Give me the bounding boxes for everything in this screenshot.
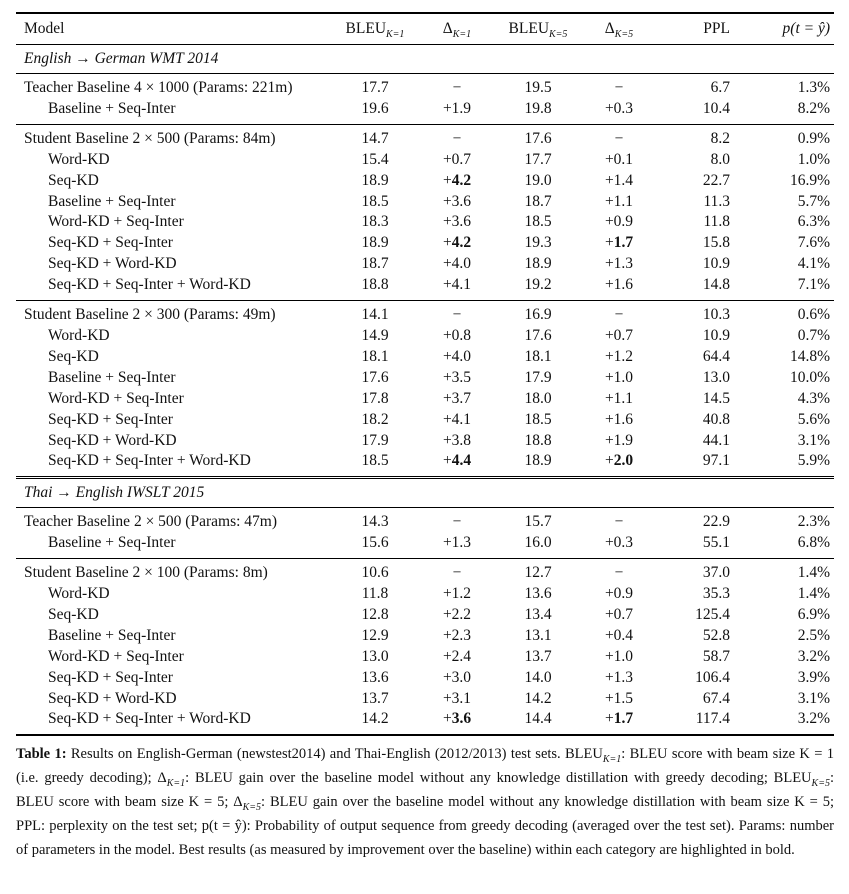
ppl-cell: 40.8 (702, 410, 730, 428)
table-row (16, 74, 834, 99)
bleu-k5-cell: 14.0 (524, 668, 552, 686)
bleu-k5-cell: 19.0 (524, 171, 552, 189)
bleu-k1-cell: 18.5 (361, 192, 389, 210)
delta-k5-cell (580, 451, 658, 477)
bleu-k1-cell: 17.9 (361, 431, 389, 449)
model-name-cell: Baseline + Seq-Inter (48, 626, 176, 644)
ppl-cell: 125.4 (695, 605, 730, 623)
ppl-cell: 11.3 (703, 192, 730, 210)
table-body (16, 45, 834, 736)
table-row (16, 212, 834, 233)
delta-k5-sign: + (604, 234, 614, 252)
delta-k5-cell: +1.0 (604, 368, 634, 386)
prob-cell: 4.1% (797, 255, 830, 273)
table-row (16, 368, 834, 389)
header-delta-k1-sub: K=1 (452, 29, 472, 41)
ppl-cell: 44.1 (702, 431, 730, 449)
bleu-k5-cell: 18.9 (524, 452, 552, 470)
model-name-cell: Word-KD + Seq-Inter (48, 213, 184, 231)
header-delta-k5-text: Δ (604, 20, 615, 37)
header-bleu-k1 (332, 13, 418, 45)
delta-k5-cell: +0.9 (604, 213, 634, 231)
prob-cell: 8.2% (797, 99, 830, 117)
model-name-cell: Baseline + Seq-Inter (48, 192, 176, 210)
delta-k5-cell (580, 233, 658, 254)
delta-k5-sign: + (604, 710, 614, 728)
delta-k1-sign: + (442, 234, 452, 252)
prob-cell: 4.3% (797, 389, 830, 407)
ppl-cell: 22.9 (658, 508, 734, 533)
delta-k1-best-value: 4.2 (451, 171, 472, 189)
delta-k1-cell: +4.1 (442, 410, 472, 428)
delta-k1-cell: +0.8 (442, 326, 472, 344)
bleu-k1-cell: 13.7 (361, 689, 389, 707)
prob-cell: 3.1% (797, 689, 830, 707)
results-table-container (16, 12, 834, 736)
section-row (16, 478, 834, 508)
bleu-k5-cell: 13.7 (524, 647, 552, 665)
ppl-cell: 67.4 (702, 689, 730, 707)
ppl-cell: 22.7 (702, 171, 730, 189)
table-row (16, 150, 834, 171)
bleu-k1-cell: 18.8 (361, 276, 389, 294)
delta-k5-cell: − (580, 124, 658, 149)
bleu-k5-cell: 18.5 (524, 410, 552, 428)
delta-k1-sign: + (442, 710, 452, 728)
bleu-k5-cell: 17.7 (524, 150, 552, 168)
delta-k1-cell: +2.4 (442, 647, 472, 665)
table-row (16, 275, 834, 300)
header-delta-k5-sub: K=5 (614, 29, 634, 41)
delta-k1-cell: +4.0 (442, 255, 472, 273)
delta-k1-cell (418, 233, 496, 254)
model-name-cell: Word-KD + Seq-Inter (48, 647, 184, 665)
table-row (16, 709, 834, 735)
model-name-cell: Seq-KD + Seq-Inter (48, 234, 173, 252)
prob-cell: 1.4% (797, 585, 830, 603)
delta-k5-cell: +0.3 (604, 534, 634, 552)
table-header-row (16, 13, 834, 45)
prob-cell: 1.3% (734, 74, 834, 99)
delta-k1-cell: +3.1 (442, 689, 472, 707)
delta-k1-best-value: 4.4 (451, 452, 472, 470)
ppl-cell: 11.8 (703, 213, 730, 231)
bleu-k5-cell: 13.6 (524, 585, 552, 603)
prob-cell: 5.9% (797, 452, 830, 470)
bleu-k5-cell: 14.2 (524, 689, 552, 707)
delta-k5-cell: − (580, 301, 658, 326)
bleu-k5-cell: 17.6 (524, 326, 552, 344)
delta-k1-sign: + (442, 452, 452, 470)
table-row (16, 605, 834, 626)
model-name-cell: Student Baseline 2 × 300 (Params: 49m) (16, 301, 332, 326)
model-name-cell: Baseline + Seq-Inter (48, 534, 176, 552)
delta-k1-cell: +0.7 (442, 150, 472, 168)
delta-k5-cell: +0.7 (604, 605, 634, 623)
table-row (16, 668, 834, 689)
prob-cell: 6.8% (797, 534, 830, 552)
model-name-cell: Seq-KD + Seq-Inter (48, 410, 173, 428)
delta-k1-cell: +1.2 (442, 585, 472, 603)
prob-cell: 5.7% (797, 192, 830, 210)
delta-k1-cell: +1.9 (442, 99, 472, 117)
bleu-k1-cell: 15.6 (361, 534, 389, 552)
prob-cell: 6.9% (797, 605, 830, 623)
bleu-k5-cell: 19.5 (496, 74, 580, 99)
prob-cell: 3.9% (797, 668, 830, 686)
table-row (16, 431, 834, 452)
delta-k1-cell: +4.1 (442, 276, 472, 294)
delta-k1-cell: +3.0 (442, 668, 472, 686)
delta-k1-cell (418, 709, 496, 735)
prob-cell: 14.8% (789, 347, 830, 365)
prob-cell: 1.4% (734, 559, 834, 584)
prob-cell: 2.3% (734, 508, 834, 533)
bleu-k5-cell: 18.7 (524, 192, 552, 210)
bleu-k1-cell: 18.7 (361, 255, 389, 273)
table-row (16, 99, 834, 124)
header-bleu-k5 (496, 13, 580, 45)
table-row (16, 171, 834, 192)
table-row (16, 389, 834, 410)
bleu-k1-cell: 14.9 (361, 326, 389, 344)
table-row (16, 326, 834, 347)
delta-k1-cell: − (418, 508, 496, 533)
bleu-k1-cell: 18.2 (361, 410, 389, 428)
delta-k1-cell: +4.0 (442, 347, 472, 365)
ppl-cell: 8.0 (710, 150, 730, 168)
table-row (16, 124, 834, 149)
ppl-cell: 10.3 (658, 301, 734, 326)
section-row (16, 45, 834, 74)
bleu-k5-cell: 16.0 (524, 534, 552, 552)
ppl-cell: 106.4 (695, 668, 730, 686)
delta-k5-cell: +1.3 (604, 255, 634, 273)
prob-cell: 7.1% (797, 276, 830, 294)
bleu-k1-cell: 18.5 (361, 452, 389, 470)
delta-k5-cell: +1.0 (604, 647, 634, 665)
delta-k5-sign: + (604, 452, 614, 470)
delta-k1-cell (418, 451, 496, 477)
prob-cell: 5.6% (797, 410, 830, 428)
table-row (16, 626, 834, 647)
bleu-k5-cell: 18.0 (524, 389, 552, 407)
model-name-cell: Seq-KD (48, 605, 99, 623)
ppl-cell: 10.9 (702, 255, 730, 273)
bleu-k5-cell: 16.9 (496, 301, 580, 326)
delta-k5-cell (580, 709, 658, 735)
ppl-cell: 8.2 (658, 124, 734, 149)
header-delta-k1-text: Δ (442, 20, 453, 37)
delta-k1-cell: +2.3 (442, 626, 472, 644)
model-name-cell: Seq-KD + Seq-Inter (48, 668, 173, 686)
ppl-cell: 117.4 (658, 709, 734, 735)
ppl-cell: 64.4 (702, 347, 730, 365)
bleu-k5-cell: 17.6 (496, 124, 580, 149)
header-bleu-k5-text: BLEU (508, 20, 550, 37)
delta-k1-cell: − (418, 74, 496, 99)
bleu-k1-cell: 18.9 (361, 234, 389, 252)
delta-k1-cell: +3.5 (442, 368, 472, 386)
bleu-k5-cell: 15.7 (496, 508, 580, 533)
table-row (16, 301, 834, 326)
header-bleu-k5-sub: K=5 (549, 29, 568, 41)
bleu-k1-cell: 19.6 (361, 99, 389, 117)
delta-k5-cell: +1.2 (604, 347, 634, 365)
bleu-k1-cell: 11.8 (361, 585, 389, 603)
prob-cell: 16.9% (789, 171, 830, 189)
bleu-k1-cell: 13.6 (361, 668, 389, 686)
bleu-k1-cell: 14.1 (332, 301, 418, 326)
prob-cell: 1.0% (797, 150, 830, 168)
table-row (16, 689, 834, 710)
delta-k1-cell: +2.2 (442, 605, 472, 623)
model-name-cell: Baseline + Seq-Inter (48, 99, 176, 117)
ppl-cell: 10.9 (702, 326, 730, 344)
ppl-cell: 15.8 (702, 234, 730, 252)
prob-cell: 0.9% (734, 124, 834, 149)
ppl-cell: 35.3 (702, 585, 730, 603)
ppl-cell: 6.7 (658, 74, 734, 99)
model-name-cell: Seq-KD (48, 171, 99, 189)
model-name-cell: Seq-KD + Seq-Inter + Word-KD (48, 276, 251, 294)
model-name-cell: Word-KD + Seq-Inter (48, 389, 184, 407)
section-title: Thai → English IWSLT 2015 (16, 478, 834, 508)
table-row (16, 347, 834, 368)
table-row (16, 192, 834, 213)
bleu-k1-cell: 12.9 (361, 626, 389, 644)
delta-k5-cell: − (580, 508, 658, 533)
caption-text: Results on English-German (newstest2014) and Thai-English (2012/2013) test sets. $BLEU_{K=1}$: BLEU score with beam size K = 1 (i.e. greedy decoding); $\Delta_{K=1}$: BLEU gain over the baseline model without any knowledge distillation with greedy decoding; $BLEU_{K=5}$: BLEU score with beam size K = 5; $\Delta_{K=5}$: BLEU gain over the baseline model without any knowledge distillation with beam size K = 5; PPL: perplexity on the test set; p(t = ŷ): Probability of output sequence from greedy decoding (averaged over the test set). Params: number of parameters in the model. Best results (as measured by improvement over the baseline) within each category are highlighted in bold. (16, 746, 834, 858)
bleu-k5-cell: 19.3 (524, 234, 552, 252)
header-model: Model (16, 13, 332, 45)
bleu-k1-cell: 17.7 (332, 74, 418, 99)
delta-k5-cell: +1.1 (604, 389, 634, 407)
model-name-cell: Word-KD (48, 150, 110, 168)
prob-cell: 7.6% (797, 234, 830, 252)
delta-k1-sign: + (442, 171, 452, 189)
section-title: English → German WMT 2014 (24, 50, 219, 67)
bleu-k5-cell: 19.8 (524, 99, 552, 117)
table-row (16, 254, 834, 275)
ppl-cell: 10.4 (702, 99, 730, 117)
model-name-cell: Student Baseline 2 × 100 (Params: 8m) (16, 559, 332, 584)
model-name-cell: Word-KD (48, 326, 110, 344)
bleu-k1-cell: 17.8 (361, 389, 389, 407)
table-row (16, 508, 834, 533)
bleu-k1-cell: 14.2 (332, 709, 418, 735)
header-bleu-k1-text: BLEU (345, 20, 387, 37)
header-prob: p(t = ŷ) (734, 13, 834, 45)
bleu-k1-cell: 13.0 (361, 647, 389, 665)
prob-cell: 2.5% (797, 626, 830, 644)
delta-k5-best-value: 1.7 (613, 234, 634, 252)
prob-cell: 6.3% (797, 213, 830, 231)
caption-label: Table 1: (16, 746, 67, 762)
ppl-cell: 55.1 (702, 534, 730, 552)
model-name-cell: Seq-KD (48, 347, 99, 365)
table-row (16, 233, 834, 254)
bleu-k1-cell: 15.4 (361, 150, 389, 168)
delta-k5-cell: +1.4 (604, 171, 634, 189)
table-row (16, 647, 834, 668)
bleu-k5-cell: 18.5 (524, 213, 552, 231)
bleu-k1-cell: 18.9 (361, 171, 389, 189)
ppl-cell: 52.8 (702, 626, 730, 644)
delta-k1-best-value: 4.2 (451, 234, 472, 252)
header-delta-k1 (418, 13, 496, 45)
bleu-k5-cell: 18.1 (524, 347, 552, 365)
model-name-cell: Teacher Baseline 2 × 500 (Params: 47m) (16, 508, 332, 533)
bleu-k1-cell: 18.3 (361, 213, 389, 231)
delta-k5-cell: +1.6 (604, 410, 634, 428)
table-row (16, 533, 834, 558)
delta-k5-best-value: 1.7 (613, 710, 634, 728)
header-ppl: PPL (658, 13, 734, 45)
delta-k5-cell: +1.3 (604, 668, 634, 686)
bleu-k1-cell: 10.6 (332, 559, 418, 584)
model-name-cell: Teacher Baseline 4 × 1000 (Params: 221m) (16, 74, 332, 99)
table-row (16, 410, 834, 431)
model-name-cell: Seq-KD + Word-KD (48, 689, 177, 707)
delta-k1-cell: +3.6 (442, 213, 472, 231)
bleu-k1-cell: 12.8 (361, 605, 389, 623)
model-name-cell: Seq-KD + Word-KD (48, 431, 177, 449)
bleu-k5-cell: 17.9 (524, 368, 552, 386)
table-row (16, 584, 834, 605)
ppl-cell: 14.8 (702, 276, 730, 294)
header-delta-k5 (580, 13, 658, 45)
delta-k1-best-value: 3.6 (451, 710, 472, 728)
delta-k1-cell: − (418, 559, 496, 584)
delta-k5-best-value: 2.0 (613, 452, 634, 470)
bleu-k5-cell: 13.4 (524, 605, 552, 623)
delta-k1-cell: +1.3 (442, 534, 472, 552)
table-row (16, 559, 834, 584)
delta-k1-cell: − (418, 124, 496, 149)
delta-k5-cell: +1.5 (604, 689, 634, 707)
bleu-k1-cell: 14.7 (332, 124, 418, 149)
bleu-k5-cell: 18.8 (524, 431, 552, 449)
model-name-cell: Word-KD (48, 585, 110, 603)
prob-cell: 0.6% (734, 301, 834, 326)
delta-k5-cell: +1.1 (604, 192, 634, 210)
delta-k5-cell: − (580, 559, 658, 584)
delta-k1-cell: +3.7 (442, 389, 472, 407)
ppl-cell: 37.0 (658, 559, 734, 584)
bleu-k5-cell: 19.2 (524, 276, 552, 294)
prob-cell: 10.0% (789, 368, 830, 386)
delta-k5-cell: +0.9 (604, 585, 634, 603)
bleu-k5-cell: 12.7 (496, 559, 580, 584)
bleu-k5-cell: 14.4 (496, 709, 580, 735)
delta-k5-cell: +0.4 (604, 626, 634, 644)
prob-cell: 3.2% (734, 709, 834, 735)
header-bleu-k1-sub: K=1 (386, 29, 405, 41)
delta-k5-cell: +0.1 (604, 150, 634, 168)
model-name-cell: Seq-KD + Seq-Inter + Word-KD (16, 709, 332, 735)
table-caption (16, 742, 834, 862)
prob-cell: 0.7% (797, 326, 830, 344)
table-row (16, 451, 834, 477)
ppl-cell: 97.1 (702, 452, 730, 470)
delta-k1-cell: − (418, 301, 496, 326)
delta-k5-cell: − (580, 74, 658, 99)
delta-k5-cell: +1.6 (604, 276, 634, 294)
delta-k5-cell: +0.7 (604, 326, 634, 344)
bleu-k1-cell: 14.3 (332, 508, 418, 533)
ppl-cell: 14.5 (702, 389, 730, 407)
delta-k5-cell: +0.3 (604, 99, 634, 117)
delta-k1-cell: +3.8 (442, 431, 472, 449)
ppl-cell: 58.7 (702, 647, 730, 665)
delta-k1-cell: +3.6 (442, 192, 472, 210)
results-table (16, 12, 834, 736)
delta-k1-cell (418, 171, 496, 192)
bleu-k1-cell: 18.1 (361, 347, 389, 365)
delta-k5-cell: +1.9 (604, 431, 634, 449)
bleu-k5-cell: 18.9 (524, 255, 552, 273)
model-name-cell: Seq-KD + Word-KD (48, 255, 177, 273)
prob-cell: 3.2% (797, 647, 830, 665)
model-name-cell: Student Baseline 2 × 500 (Params: 84m) (16, 124, 332, 149)
prob-cell: 3.1% (797, 431, 830, 449)
bleu-k5-cell: 13.1 (524, 626, 552, 644)
model-name-cell: Seq-KD + Seq-Inter + Word-KD (48, 452, 251, 470)
ppl-cell: 13.0 (702, 368, 730, 386)
bleu-k1-cell: 17.6 (361, 368, 389, 386)
model-name-cell: Baseline + Seq-Inter (48, 368, 176, 386)
